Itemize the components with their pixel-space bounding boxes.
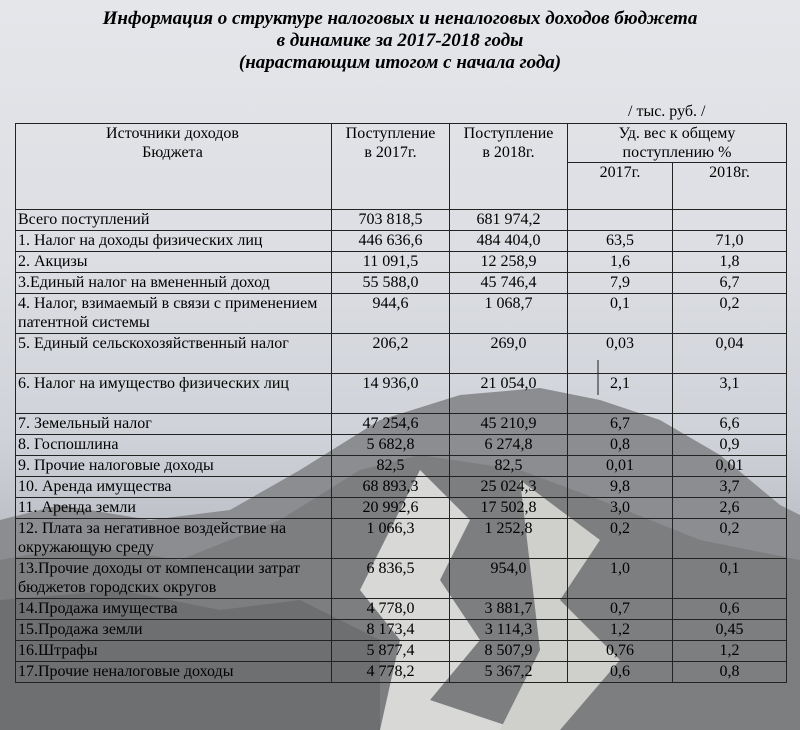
table-row: [16, 294, 787, 334]
row-2018: 269,0: [450, 334, 568, 374]
row-share-2017: 0,8: [568, 435, 673, 456]
document-title: [0, 8, 800, 74]
row-2018: 6 274,8: [450, 435, 568, 456]
row-share-2018: 1,2: [673, 641, 787, 662]
row-share-2018: 3,1: [673, 374, 787, 414]
row-2018: 8 507,9: [450, 641, 568, 662]
row-source: 4. Налог, взимаемый в связи с применением патентной системы: [16, 294, 332, 334]
row-source: 8. Госпошлина: [16, 435, 332, 456]
row-source: 12. Плата за негативное воздействие на окружающую среду: [16, 519, 332, 559]
header-share: Уд. вес к общему поступлению %: [568, 124, 787, 163]
row-source: 16.Штрафы: [16, 641, 332, 662]
row-2017: 206,2: [332, 334, 450, 374]
row-share-2018: 1,8: [673, 252, 787, 273]
row-2017: 446 636,6: [332, 231, 450, 252]
revenue-table: [15, 123, 787, 683]
row-share-2017: 0,6: [568, 662, 673, 683]
row-share-2017: 3,0: [568, 498, 673, 519]
row-2018: 21 054,0: [450, 374, 568, 414]
table-row: [16, 662, 787, 683]
row-2017: 14 936,0: [332, 374, 450, 414]
row-2017: 6 836,5: [332, 559, 450, 599]
row-source: 11. Аренда земли: [16, 498, 332, 519]
row-share-2018: 3,7: [673, 477, 787, 498]
row-2018: 45 210,9: [450, 414, 568, 435]
row-share-2018: 0,1: [673, 559, 787, 599]
row-share-2018: 0,6: [673, 599, 787, 620]
table-row: [16, 334, 787, 374]
row-share-2018: 6,6: [673, 414, 787, 435]
row-2017: 55 588,0: [332, 273, 450, 294]
header-share-2018: 2018г.: [673, 163, 787, 210]
row-share-2018: 0,9: [673, 435, 787, 456]
row-2018: 484 404,0: [450, 231, 568, 252]
row-2018: 17 502,8: [450, 498, 568, 519]
row-share-2017: 1,0: [568, 559, 673, 599]
row-share-2017: 0,2: [568, 519, 673, 559]
header-2018: Поступление в 2018г.: [450, 124, 568, 210]
row-2017: 1 066,3: [332, 519, 450, 559]
row-source: 9. Прочие налоговые доходы: [16, 456, 332, 477]
row-2018: 3 881,7: [450, 599, 568, 620]
row-source: 17.Прочие неналоговые доходы: [16, 662, 332, 683]
row-2017: 11 091,5: [332, 252, 450, 273]
row-share-2017: 1,6: [568, 252, 673, 273]
row-2017: 47 254,6: [332, 414, 450, 435]
row-share-2018: 0,45: [673, 620, 787, 641]
row-share-2017: 1,2: [568, 620, 673, 641]
row-share-2017: [568, 210, 673, 231]
header-share-2017: 2017г.: [568, 163, 673, 210]
row-share-2017: 0,03: [568, 334, 673, 374]
row-share-2017: 2,1: [568, 374, 673, 414]
row-share-2017: 0,76: [568, 641, 673, 662]
table-row: [16, 641, 787, 662]
row-2017: 20 992,6: [332, 498, 450, 519]
row-2018: 1 068,7: [450, 294, 568, 334]
row-share-2017: 0,7: [568, 599, 673, 620]
title-line-1: Информация о структуре налоговых и неналоговых доходов бюджета: [102, 8, 698, 29]
row-source: 10. Аренда имущества: [16, 477, 332, 498]
row-source: 2. Акцизы: [16, 252, 332, 273]
table-row: [16, 273, 787, 294]
row-share-2018: 0,01: [673, 456, 787, 477]
row-2017: 82,5: [332, 456, 450, 477]
title-line-3: (нарастающим итогом с начала года): [238, 52, 562, 73]
table-row: [16, 477, 787, 498]
table-row: [16, 498, 787, 519]
row-2017: 703 818,5: [332, 210, 450, 231]
row-share-2018: 0,8: [673, 662, 787, 683]
row-share-2018: 0,04: [673, 334, 787, 374]
row-share-2017: 63,5: [568, 231, 673, 252]
row-2017: 68 893,3: [332, 477, 450, 498]
row-share-2017: 0,01: [568, 456, 673, 477]
row-share-2018: [673, 210, 787, 231]
table-row: [16, 519, 787, 559]
row-source: 7. Земельный налог: [16, 414, 332, 435]
table-row: [16, 435, 787, 456]
row-2017: 5 877,4: [332, 641, 450, 662]
header-source: Источники доходов Бюджета: [16, 124, 332, 210]
row-source: 15.Продажа земли: [16, 620, 332, 641]
table-row: [16, 456, 787, 477]
header-2017: Поступление в 2017г.: [332, 124, 450, 210]
row-2018: 12 258,9: [450, 252, 568, 273]
table-row: [16, 559, 787, 599]
row-2018: 1 252,8: [450, 519, 568, 559]
row-2018: 954,0: [450, 559, 568, 599]
row-share-2018: 6,7: [673, 273, 787, 294]
row-2017: 8 173,4: [332, 620, 450, 641]
row-2017: 4 778,0: [332, 599, 450, 620]
table-row: [16, 414, 787, 435]
row-source: 3.Единый налог на вмененный доход: [16, 273, 332, 294]
row-source: 1. Налог на доходы физических лиц: [16, 231, 332, 252]
row-2018: 45 746,4: [450, 273, 568, 294]
row-share-2018: 0,2: [673, 519, 787, 559]
row-source: 6. Налог на имущество физических лиц: [16, 374, 332, 414]
row-share-2018: 2,6: [673, 498, 787, 519]
table-row: [16, 374, 787, 414]
row-share-2017: 9,8: [568, 477, 673, 498]
row-2017: 944,6: [332, 294, 450, 334]
row-share-2018: 71,0: [673, 231, 787, 252]
row-source: Всего поступлений: [16, 210, 332, 231]
table-row: [16, 252, 787, 273]
row-2017: 4 778,2: [332, 662, 450, 683]
row-source: 13.Прочие доходы от компенсации затрат бюджетов городских округов: [16, 559, 332, 599]
row-share-2017: 0,1: [568, 294, 673, 334]
row-2017: 5 682,8: [332, 435, 450, 456]
row-share-2018: 0,2: [673, 294, 787, 334]
row-2018: 681 974,2: [450, 210, 568, 231]
row-share-2017: 7,9: [568, 273, 673, 294]
title-line-2: в динамике за 2017-2018 годы: [276, 30, 524, 51]
row-2018: 5 367,2: [450, 662, 568, 683]
table-row: [16, 210, 787, 231]
units-label: / тыс. руб. /: [628, 103, 706, 120]
row-source: 14.Продажа имущества: [16, 599, 332, 620]
table-row: [16, 599, 787, 620]
row-share-2017: 6,7: [568, 414, 673, 435]
row-2018: 3 114,3: [450, 620, 568, 641]
row-source: 5. Единый сельскохозяйственный налог: [16, 334, 332, 374]
row-2018: 25 024,3: [450, 477, 568, 498]
table-row: [16, 231, 787, 252]
table-row: [16, 620, 787, 641]
row-2018: 82,5: [450, 456, 568, 477]
